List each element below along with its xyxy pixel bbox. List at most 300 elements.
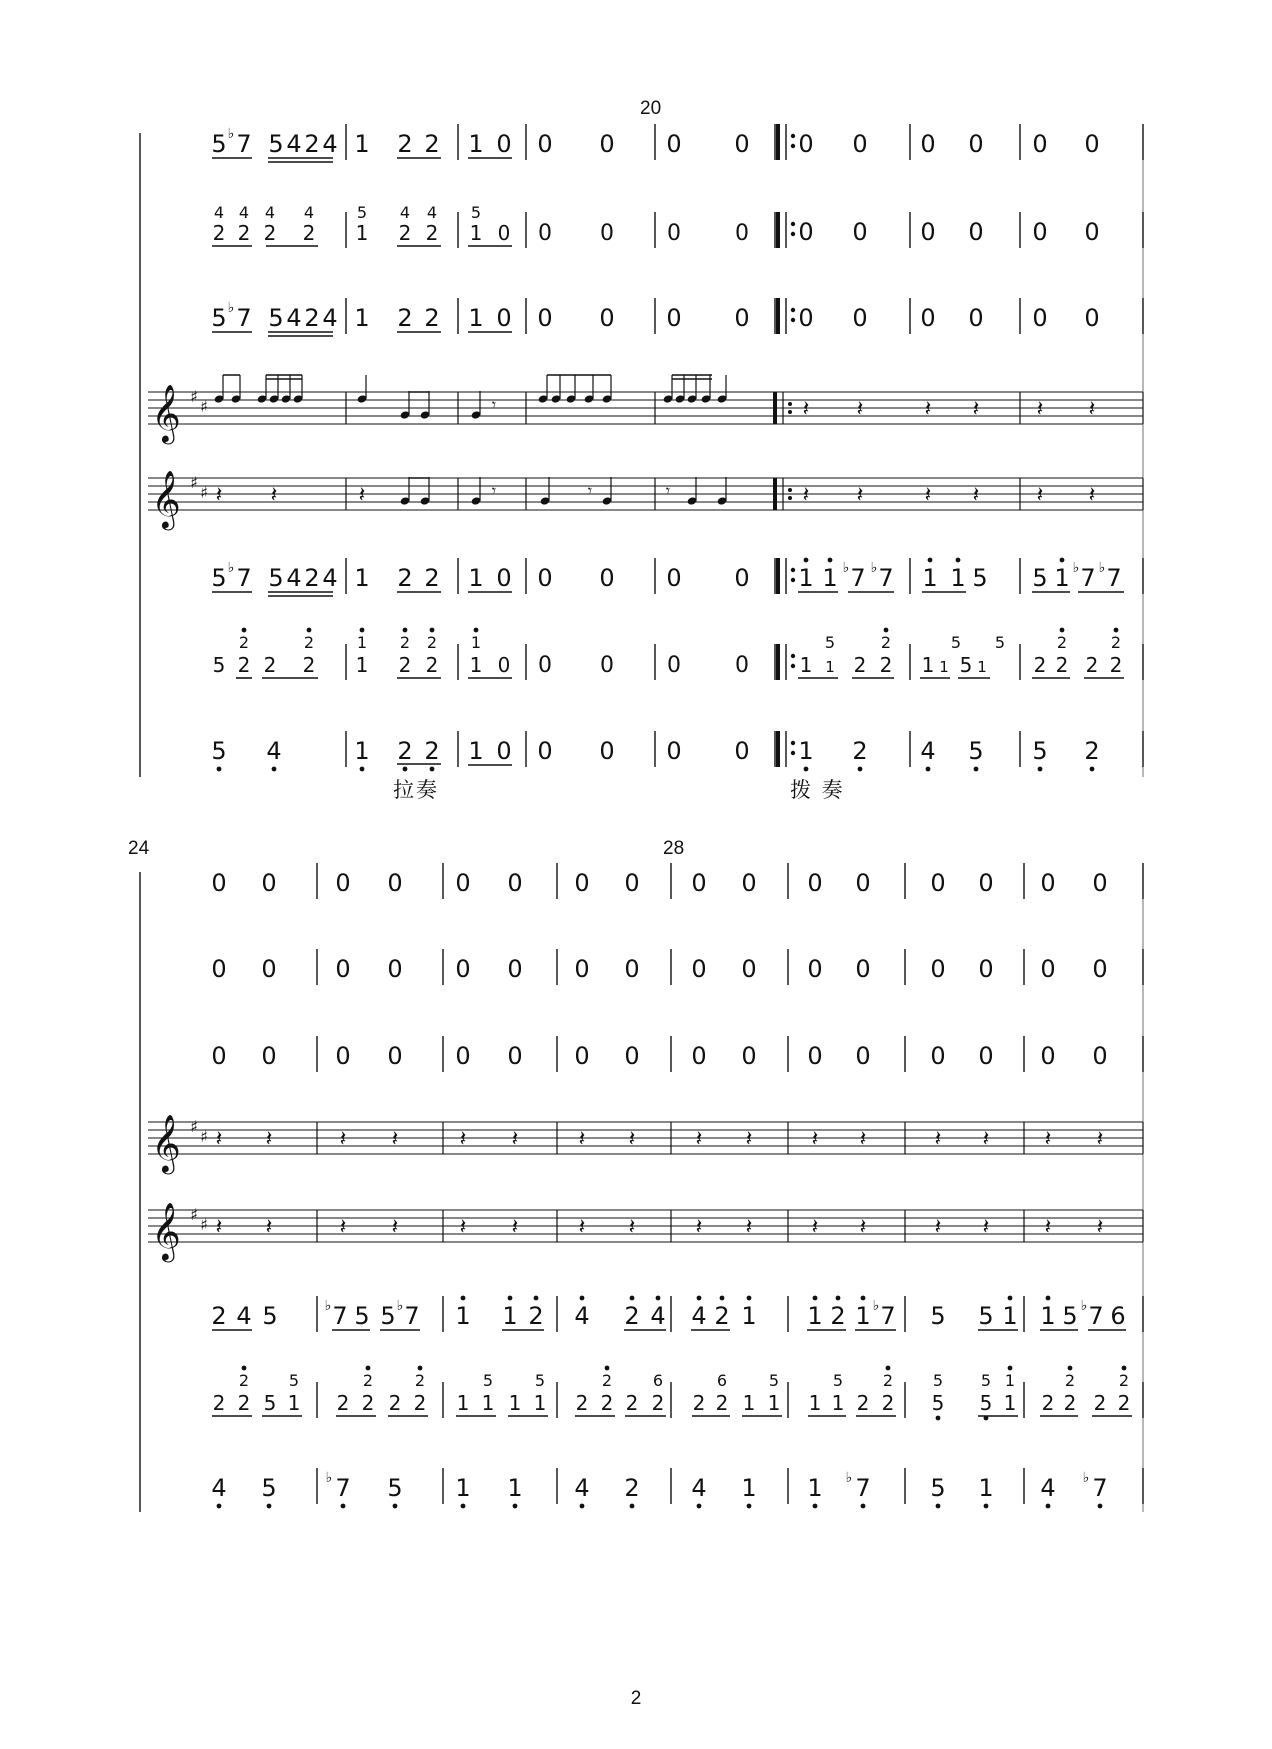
jianpu-note: 1 — [855, 1302, 871, 1330]
jianpu-note: 2 — [575, 1391, 589, 1415]
quarter-rest-icon: 𝄽 — [1036, 397, 1044, 422]
jianpu-note: 0 — [734, 564, 750, 592]
chord-upper: 1 — [1004, 1371, 1016, 1390]
quarter-rest-icon: 𝄽 — [358, 483, 366, 508]
low-octave-dot — [630, 1504, 635, 1509]
repeat-dot — [791, 318, 795, 322]
jianpu-note: 1 — [455, 1302, 471, 1330]
jianpu-note: 4 — [286, 564, 302, 592]
high-octave-dot — [307, 628, 312, 633]
quarter-rest-icon: 𝄽 — [934, 1127, 942, 1152]
repeat-dot — [791, 654, 795, 658]
jianpu-note: 0 — [537, 130, 553, 158]
chord-upper: 4 — [303, 203, 315, 222]
jianpu-note: 2 — [212, 1391, 226, 1415]
chord-upper: 4 — [426, 203, 438, 222]
jianpu-note: 4 — [322, 304, 338, 332]
jianpu-note: 2 — [1117, 1391, 1131, 1415]
high-octave-dot — [242, 1366, 247, 1371]
high-octave-dot — [656, 1296, 661, 1301]
jianpu-note: 5 — [268, 304, 284, 332]
high-octave-dot — [956, 558, 961, 563]
repeat-dot — [791, 134, 795, 138]
quarter-rest-icon: 𝄽 — [215, 1127, 223, 1152]
quarter-rest-icon: 𝄽 — [265, 1127, 273, 1152]
low-octave-dot — [580, 1504, 585, 1509]
quarter-rest-icon: 𝄽 — [1088, 397, 1096, 422]
quarter-rest-icon: 𝄽 — [511, 1215, 519, 1240]
jianpu-note: 0 — [807, 1042, 823, 1070]
jianpu-note: 2 — [625, 1391, 639, 1415]
high-octave-dot — [605, 1366, 610, 1371]
quarter-rest-icon: 𝄽 — [695, 1127, 703, 1152]
jianpu-note: 5 — [262, 1302, 278, 1330]
high-octave-dot — [1060, 628, 1065, 633]
jianpu-note: 1 — [502, 1302, 518, 1330]
jianpu-note: 1 — [822, 564, 838, 592]
jianpu-note: 2 — [212, 221, 226, 245]
high-octave-dot — [1060, 558, 1065, 563]
quarter-rest-icon: 𝄽 — [972, 397, 980, 422]
jianpu-note: 2 — [528, 1302, 544, 1330]
quarter-rest-icon: 𝄽 — [859, 1127, 867, 1152]
sharp-icon: ♯ — [190, 473, 198, 492]
flat-sign: ♭ — [1082, 1470, 1090, 1486]
jianpu-note: 7 — [1088, 1302, 1104, 1330]
high-octave-dot — [360, 628, 365, 633]
jianpu-note: 5 — [268, 564, 284, 592]
jianpu-note: 7 — [855, 1474, 871, 1502]
low-octave-dot — [1038, 767, 1043, 772]
jianpu-note: 4 — [1040, 1474, 1056, 1502]
jianpu-note: 2 — [424, 737, 440, 765]
jianpu-note: 0 — [387, 869, 403, 897]
chord-upper: 4 — [399, 203, 411, 222]
jianpu-note: 4 — [691, 1302, 707, 1330]
jianpu-note: 0 — [1084, 130, 1100, 158]
jianpu-note: 0 — [968, 130, 984, 158]
jianpu-note: 0 — [1032, 304, 1048, 332]
jianpu-note: 7 — [236, 564, 252, 592]
jianpu-note: 1 — [950, 564, 966, 592]
jianpu-note: 4 — [691, 1474, 707, 1502]
jianpu-note: 2 — [692, 1391, 706, 1415]
jianpu-note: 0 — [599, 304, 615, 332]
jianpu-note: 7 — [335, 1474, 351, 1502]
flat-sign: ♭ — [227, 126, 235, 142]
jianpu-note: 1 — [1040, 1302, 1056, 1330]
jianpu-note: 2 — [336, 1391, 350, 1415]
chord-upper: 5 — [824, 633, 836, 652]
jianpu-note: 1 — [978, 1474, 994, 1502]
high-octave-dot — [418, 1366, 423, 1371]
quarter-rest-icon: 𝄽 — [391, 1215, 399, 1240]
chord-upper: 5 — [534, 1371, 546, 1390]
jianpu-note: 1 — [456, 1391, 470, 1415]
jianpu-note: 2 — [1063, 1391, 1077, 1415]
high-octave-dot — [1008, 1366, 1013, 1371]
flat-sign: ♭ — [1098, 560, 1106, 576]
technique-label-arco: 拉奏 — [393, 778, 439, 802]
jianpu-note: 0 — [691, 869, 707, 897]
jianpu-note: 7 — [236, 304, 252, 332]
jianpu-note: 0 — [496, 737, 512, 765]
jianpu-note: 2 — [424, 564, 440, 592]
sharp-icon: ♯ — [200, 1127, 208, 1146]
jianpu-note: 5 — [968, 737, 984, 765]
jianpu-note: 2 — [397, 304, 413, 332]
jianpu-note: 0 — [734, 130, 750, 158]
jianpu-note: 0 — [599, 130, 615, 158]
jianpu-note: 2 — [424, 304, 440, 332]
chord-upper: 5 — [470, 203, 482, 222]
jianpu-note: 1 — [799, 653, 813, 677]
low-octave-dot — [936, 1416, 941, 1421]
jianpu-note: 5 — [211, 130, 227, 158]
repeat-dot — [788, 402, 792, 406]
jianpu-note: 0 — [1040, 1042, 1056, 1070]
jianpu-note: 5 — [263, 1391, 277, 1415]
eighth-rest-icon: 𝄾 — [665, 481, 671, 500]
jianpu-note: 0 — [920, 304, 936, 332]
jianpu-note: 4 — [322, 564, 338, 592]
low-octave-dot — [984, 1416, 989, 1421]
jianpu-note: 0 — [798, 218, 814, 246]
chord-upper: 5 — [950, 633, 962, 652]
chord-upper: 4 — [264, 203, 276, 222]
chord-upper: 4 — [213, 203, 225, 222]
low-octave-dot — [272, 767, 277, 772]
measure-number-24: 24 — [128, 838, 150, 859]
jianpu-note: 2 — [237, 1391, 251, 1415]
jianpu-note: 7 — [1080, 564, 1096, 592]
repeat-dot — [791, 664, 795, 668]
chord-upper: 2 — [1064, 1371, 1076, 1390]
jianpu-note: 0 — [930, 869, 946, 897]
low-octave-dot — [217, 767, 222, 772]
jianpu-note: 0 — [978, 869, 994, 897]
jianpu-note: 1 — [741, 1302, 757, 1330]
jianpu-note: 0 — [666, 737, 682, 765]
jianpu-note: 1 — [921, 653, 935, 677]
jianpu-note: 0 — [734, 737, 750, 765]
jianpu-note: 0 — [574, 1042, 590, 1070]
jianpu-note: 1 — [355, 653, 369, 677]
jianpu-note: 0 — [1032, 218, 1048, 246]
chord-upper: 2 — [399, 633, 411, 652]
jianpu-note: 1 — [468, 130, 484, 158]
quarter-rest-icon: 𝄽 — [339, 1215, 347, 1240]
jianpu-note: 2 — [881, 1391, 895, 1415]
repeat-dot — [791, 568, 795, 572]
high-octave-dot — [366, 1366, 371, 1371]
quarter-rest-icon: 𝄽 — [1096, 1215, 1104, 1240]
jianpu-note: 0 — [600, 221, 614, 246]
chord-upper: 2 — [426, 633, 438, 652]
jianpu-note: 0 — [507, 955, 523, 983]
jianpu-note: 0 — [667, 653, 681, 678]
jianpu-note: 0 — [735, 221, 749, 246]
jianpu-note: 0 — [537, 737, 553, 765]
quarter-rest-icon: 𝄽 — [511, 1127, 519, 1152]
jianpu-note: 0 — [497, 221, 511, 245]
quarter-rest-icon: 𝄽 — [1044, 1215, 1052, 1240]
low-octave-dot — [341, 1504, 346, 1509]
repeat-dot — [788, 488, 792, 492]
quarter-rest-icon: 𝄽 — [695, 1215, 703, 1240]
quarter-rest-icon: 𝄽 — [982, 1215, 990, 1240]
high-octave-dot — [804, 558, 809, 563]
quarter-rest-icon: 𝄽 — [1096, 1127, 1104, 1152]
jianpu-note: 7 — [332, 1302, 348, 1330]
quarter-rest-icon: 𝄽 — [1044, 1127, 1052, 1152]
jianpu-note: 0 — [496, 130, 512, 158]
repeat-dot — [791, 232, 795, 236]
measure-number-20: 20 — [640, 98, 662, 119]
quarter-rest-icon: 𝄽 — [628, 1127, 636, 1152]
eighth-rest-icon: 𝄾 — [491, 481, 497, 500]
jianpu-note: 2 — [1109, 653, 1123, 677]
jianpu-note: 2 — [424, 130, 440, 158]
jianpu-note: 2 — [397, 130, 413, 158]
jianpu-note: 5 — [931, 1391, 945, 1415]
jianpu-note: 2 — [263, 653, 277, 677]
jianpu-note: 0 — [455, 869, 471, 897]
jianpu-note: 0 — [852, 218, 868, 246]
jianpu-note: 0 — [1084, 218, 1100, 246]
quarter-rest-icon: 𝄽 — [459, 1215, 467, 1240]
jianpu-note: 5 — [387, 1474, 403, 1502]
jianpu-note: 4 — [650, 1302, 666, 1330]
jianpu-note: 2 — [302, 221, 316, 245]
jianpu-note: 7 — [1106, 564, 1122, 592]
jianpu-note: 1 — [939, 658, 949, 676]
jianpu-note: 5 — [930, 1302, 946, 1330]
jianpu-note: 2 — [361, 1391, 375, 1415]
chord-upper: 2 — [601, 1371, 613, 1390]
jianpu-note: 5 — [268, 130, 284, 158]
jianpu-note: 0 — [1032, 130, 1048, 158]
chord-upper: 2 — [414, 1371, 426, 1390]
measure-number-28: 28 — [663, 838, 685, 859]
jianpu-note: 0 — [537, 304, 553, 332]
low-octave-dot — [430, 767, 435, 772]
jianpu-note: 0 — [1092, 1042, 1108, 1070]
low-octave-dot — [403, 767, 408, 772]
jianpu-note: 2 — [397, 564, 413, 592]
jianpu-note: 0 — [735, 653, 749, 678]
chord-upper: 6 — [652, 1371, 664, 1390]
jianpu-note: 0 — [930, 955, 946, 983]
jianpu-note: 4 — [920, 737, 936, 765]
flat-sign: ♭ — [872, 1298, 880, 1314]
jianpu-note: 0 — [666, 564, 682, 592]
high-octave-dot — [886, 1366, 891, 1371]
jianpu-note: 0 — [455, 955, 471, 983]
chord-upper: 5 — [288, 1371, 300, 1390]
jianpu-note: 0 — [855, 955, 871, 983]
jianpu-note: 0 — [624, 1042, 640, 1070]
jianpu-note: 5 — [978, 1302, 994, 1330]
low-octave-dot — [858, 767, 863, 772]
jianpu-note: 7 — [236, 130, 252, 158]
jianpu-note: 0 — [1092, 955, 1108, 983]
jianpu-note: 1 — [1054, 564, 1070, 592]
low-octave-dot — [926, 767, 931, 772]
flat-sign: ♭ — [227, 300, 235, 316]
jianpu-note: 1 — [507, 1474, 523, 1502]
jianpu-note: 1 — [825, 658, 835, 676]
chord-upper: 2 — [238, 633, 250, 652]
jianpu-note: 2 — [600, 1391, 614, 1415]
jianpu-note: 0 — [574, 869, 590, 897]
jianpu-note: 0 — [600, 653, 614, 678]
jianpu-note: 1 — [287, 1391, 301, 1415]
jianpu-note: 0 — [599, 737, 615, 765]
jianpu-note: 2 — [879, 653, 893, 677]
jianpu-note: 5 — [930, 1474, 946, 1502]
jianpu-note: 5 — [380, 1302, 396, 1330]
quarter-rest-icon: 𝄽 — [391, 1127, 399, 1152]
jianpu-note: 0 — [667, 221, 681, 246]
jianpu-note: 2 — [624, 1302, 640, 1330]
jianpu-note: 0 — [920, 218, 936, 246]
quarter-rest-icon: 𝄽 — [934, 1215, 942, 1240]
jianpu-note: 5 — [211, 304, 227, 332]
chord-upper: 2 — [1056, 633, 1068, 652]
low-octave-dot — [813, 1504, 818, 1509]
flat-sign: ♭ — [324, 1298, 332, 1314]
chord-upper: 1 — [470, 633, 482, 652]
repeat-dot — [791, 578, 795, 582]
jianpu-note: 1 — [354, 564, 370, 592]
jianpu-note: 1 — [355, 221, 369, 245]
jianpu-note: 0 — [855, 869, 871, 897]
jianpu-note: 7 — [878, 564, 894, 592]
repeat-dot — [791, 741, 795, 745]
quarter-rest-icon: 𝄽 — [802, 397, 810, 422]
jianpu-note: 5 — [261, 1474, 277, 1502]
jianpu-note: 1 — [468, 737, 484, 765]
high-octave-dot — [828, 558, 833, 563]
quarter-rest-icon: 𝄽 — [265, 1215, 273, 1240]
jianpu-note: 7 — [404, 1302, 420, 1330]
quarter-rest-icon: 𝄽 — [578, 1127, 586, 1152]
quarter-rest-icon: 𝄽 — [215, 483, 223, 508]
jianpu-note: 4 — [286, 304, 302, 332]
page-number: 2 — [630, 1688, 642, 1709]
high-octave-dot — [461, 1296, 466, 1301]
jianpu-note: 1 — [354, 737, 370, 765]
jianpu-note: 0 — [261, 955, 277, 983]
jianpu-note: 0 — [1040, 869, 1056, 897]
jianpu-note: 2 — [1055, 653, 1069, 677]
eighth-rest-icon: 𝄾 — [587, 481, 593, 500]
jianpu-note: 4 — [211, 1474, 227, 1502]
jianpu-note: 0 — [261, 869, 277, 897]
low-octave-dot — [1090, 767, 1095, 772]
jianpu-note: 1 — [354, 304, 370, 332]
quarter-rest-icon: 𝄽 — [339, 1127, 347, 1152]
jianpu-note: 2 — [1093, 1391, 1107, 1415]
high-octave-dot — [630, 1296, 635, 1301]
quarter-rest-icon: 𝄽 — [459, 1127, 467, 1152]
jianpu-note: 5 — [1032, 737, 1048, 765]
repeat-dot — [791, 222, 795, 226]
jianpu-note: 2 — [425, 221, 439, 245]
jianpu-note: 0 — [537, 564, 553, 592]
jianpu-note: 4 — [236, 1302, 252, 1330]
flat-sign: ♭ — [1072, 560, 1080, 576]
jianpu-note: 0 — [335, 1042, 351, 1070]
jianpu-note: 2 — [1033, 653, 1047, 677]
quarter-rest-icon: 𝄽 — [859, 1215, 867, 1240]
flat-sign: ♭ — [845, 1470, 853, 1486]
jianpu-note: 5 — [979, 1391, 993, 1415]
jianpu-note: 5 — [959, 653, 973, 677]
low-octave-dot — [513, 1504, 518, 1509]
jianpu-note: 2 — [263, 221, 277, 245]
jianpu-note: 1 — [977, 658, 987, 676]
high-octave-dot — [747, 1296, 752, 1301]
flat-sign: ♭ — [870, 560, 878, 576]
high-octave-dot — [1008, 1296, 1013, 1301]
chord-upper: 2 — [882, 1371, 894, 1390]
jianpu-note: 2 — [388, 1391, 402, 1415]
jianpu-note: 0 — [538, 221, 552, 246]
quarter-rest-icon: 𝄽 — [270, 483, 278, 508]
jianpu-note: 5 — [212, 653, 226, 677]
chord-upper: 2 — [303, 633, 315, 652]
jianpu-note: 4 — [322, 130, 338, 158]
jianpu-note: 0 — [798, 130, 814, 158]
quarter-rest-icon: 𝄽 — [924, 483, 932, 508]
jianpu-note: 2 — [398, 653, 412, 677]
treble-clef-icon: 𝄞 — [151, 1202, 181, 1260]
jianpu-note: 0 — [920, 130, 936, 158]
high-octave-dot — [813, 1296, 818, 1301]
jianpu-note: 0 — [798, 304, 814, 332]
jianpu-note: 2 — [715, 1391, 729, 1415]
jianpu-note: 2 — [852, 737, 868, 765]
jianpu-note: 0 — [852, 304, 868, 332]
jianpu-note: 0 — [930, 1042, 946, 1070]
jianpu-note: 0 — [666, 304, 682, 332]
sharp-icon: ♯ — [200, 397, 208, 416]
jianpu-note: 0 — [968, 304, 984, 332]
chord-upper: 5 — [356, 203, 368, 222]
quarter-rest-icon: 𝄽 — [215, 1215, 223, 1240]
jianpu-note: 1 — [481, 1391, 495, 1415]
jianpu-note: 1 — [533, 1391, 547, 1415]
high-octave-dot — [928, 558, 933, 563]
jianpu-note: 1 — [468, 304, 484, 332]
high-octave-dot — [1114, 628, 1119, 633]
jianpu-note: 0 — [852, 130, 868, 158]
quarter-rest-icon: 𝄽 — [578, 1215, 586, 1240]
eighth-rest-icon: 𝄾 — [491, 395, 497, 414]
low-octave-dot — [461, 1504, 466, 1509]
jianpu-note: 1 — [455, 1474, 471, 1502]
jianpu-note: 0 — [574, 955, 590, 983]
jianpu-note: 7 — [880, 1302, 896, 1330]
jianpu-note: 1 — [508, 1391, 522, 1415]
jianpu-note: 2 — [425, 653, 439, 677]
jianpu-note: 7 — [1092, 1474, 1108, 1502]
jianpu-note: 2 — [1041, 1391, 1055, 1415]
jianpu-note: 0 — [497, 653, 511, 677]
low-octave-dot — [217, 1504, 222, 1509]
